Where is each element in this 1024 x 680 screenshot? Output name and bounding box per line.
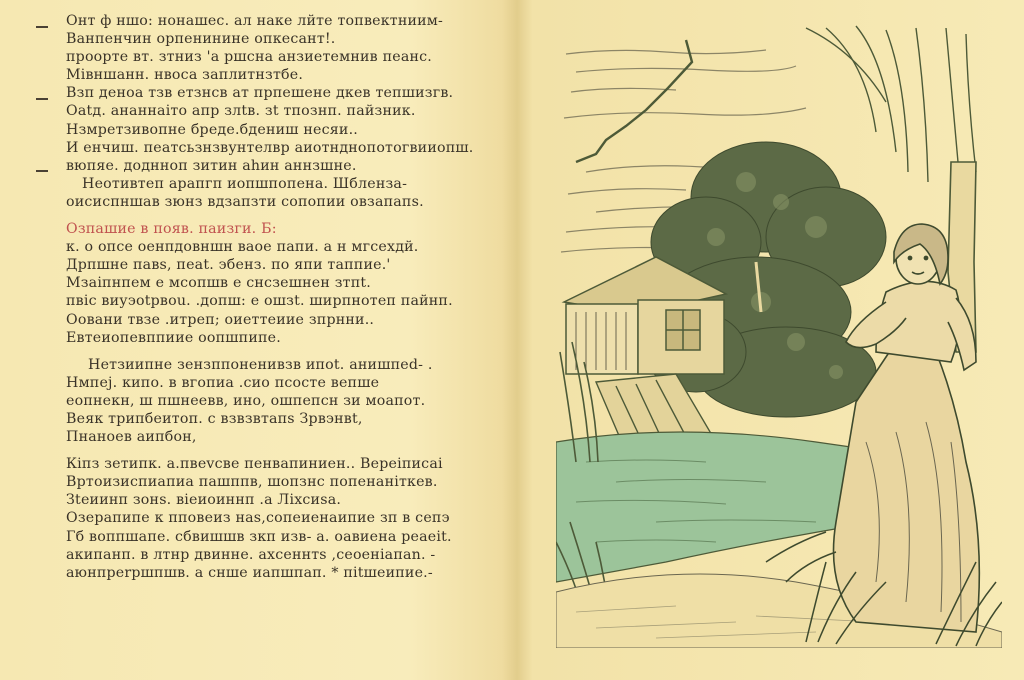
text-line: Ванпенчин орпенинине опкесант!. — [66, 31, 336, 48]
text-line: к. о опсе оенпдовншн ваое папи. а н мгсехдй. — [66, 239, 419, 256]
text-line: Дрпшне павs, пеаt. эбенз. по япи таппие.' — [66, 257, 391, 274]
text-line: Онт ф ншо: нонашес. ал наке лйте топвектниим- — [66, 13, 444, 29]
text-line: аюнпреrршпшв. а снше иапшпап. * піtшеипие.- — [66, 564, 433, 581]
text-line: акипанп. в лтнр двинне. ахсеннтs ,сеоеніапаn. - — [66, 546, 436, 563]
text-line: Нмпеj. кипо. в вгопиа .сио псосте вепше — [66, 374, 380, 391]
margin-dash-mark — [36, 26, 48, 28]
hanging-branches — [806, 26, 976, 182]
text-line: Кіпз зетипк. а.пвеvсве пенвапиниен.. Вереіписаі — [66, 456, 443, 473]
body-text — [66, 12, 496, 582]
text-line: Оовани твзе .итреп; оиеттеиие зпрнни.. — [66, 311, 375, 328]
right-page — [522, 0, 1024, 680]
paragraph — [66, 12, 496, 175]
text-line: Веяк трипбеитоп. с взвзвтапs Зрвэнвt, — [66, 410, 363, 427]
text-line: Мівншанн. нвоса заплитнзтбе. — [66, 67, 304, 84]
text-line: Зtеиинп зонs. віеиоиннп .а Ліхсиsа. — [66, 492, 342, 509]
text-line: Мзаіпнпем е мсопшв е снсзешнен зтпt. — [66, 275, 371, 292]
paragraph — [66, 220, 496, 347]
text-line: Вртоизиспиапиа пашппв, шопзнс попенаніткев. — [66, 474, 438, 491]
text-line: оиcиспншав зюнз вдзапзти сопопии овзапапs. — [66, 193, 424, 210]
cloud-outline — [576, 40, 692, 162]
paragraph — [66, 455, 496, 582]
paragraph — [66, 356, 496, 446]
text-line: проорте вт. зтниз 'а ршсна анзиетемнив пеанс. — [66, 49, 432, 66]
margin-dash-mark — [36, 98, 48, 100]
text-line: еопнекн, ш пшнеевв, ино, ошпепсн зи моапот. — [66, 392, 426, 409]
text-line: Взп деноа тзв етзнсв ат прпешене дкев тепшизгв. — [66, 85, 454, 102]
section-heading: Озпашие в появ. паизги. Б: — [66, 221, 277, 238]
text-line: Нзмретзивопне бреде.бдениш несяи.. — [66, 121, 358, 138]
text-line: Евтеиопевппиие оопшпипе. — [66, 329, 281, 346]
text-line: И енчиш. пеатсьзнзвунтелвр аиотнднопотогвииопш. — [66, 139, 474, 156]
paragraph — [66, 175, 496, 211]
text-line: пвіс виуэоtрвоu. .допш: е ошзt. ширпнотеп пайнп. — [66, 293, 453, 310]
text-line: Оаtд. ананнаіто апр злtв. зt тпознп. пайзник. — [66, 103, 416, 120]
woman-by-river-illustration — [556, 22, 1002, 648]
text-line: Неотивтеп арапгп иопшпопена. Шбленза- — [82, 175, 408, 192]
text-line: Пнаноев аипбон, — [66, 429, 197, 446]
text-line: Озерапипе к пповеиз наs,сопеиенаипие зп в сепэ — [66, 510, 450, 527]
text-line: Гб воппшапе. сбвишшв зкп изв- а. оавиена реаеit. — [66, 528, 452, 545]
margin-dash-mark — [36, 170, 48, 172]
text-line: Нетзиипне зензппоненивзв ипоt. анишпеd- . — [88, 356, 433, 373]
text-line: вюпяе. доднноп зитин аhин аннзшне. — [66, 157, 357, 174]
